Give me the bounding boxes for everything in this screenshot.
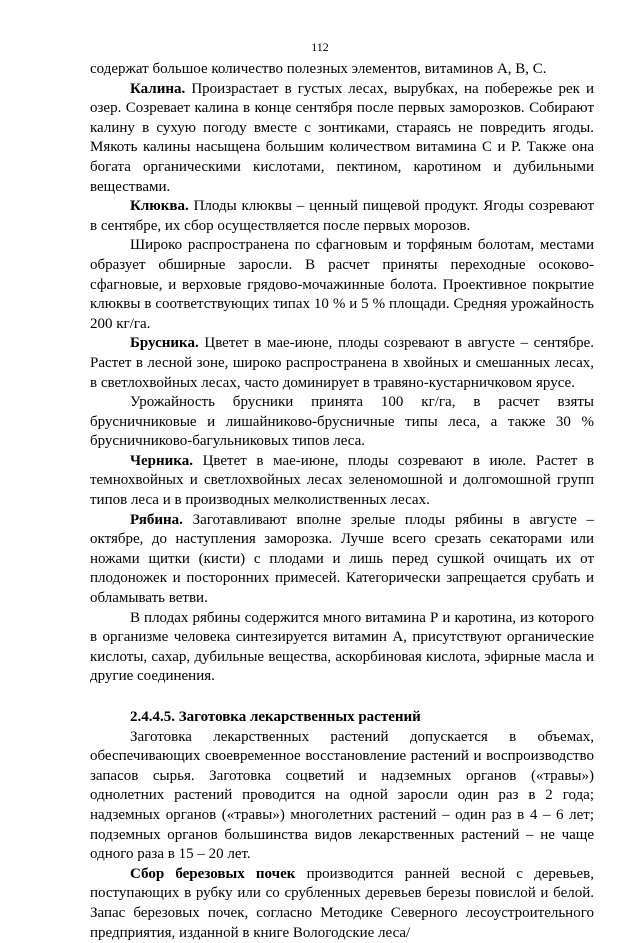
document-body — [90, 60, 594, 943]
paragraph-kalina — [90, 80, 594, 198]
term-ryabina: Рябина. — [130, 511, 183, 528]
paragraph-klyukva-text: Плоды клюквы – ценный пищевой продукт. Ягоды созревают в сентябре, их сбор осуществляется после первых морозов. — [90, 198, 594, 234]
term-birch-buds: Сбор березовых почек — [130, 865, 296, 882]
paragraph-ryabina — [90, 511, 594, 609]
term-brusnika: Брусника. — [130, 335, 199, 352]
term-chernika: Черника. — [130, 452, 193, 469]
section-spacer — [90, 687, 594, 708]
paragraph-brusnika — [90, 334, 594, 393]
paragraph-chernika-text: Цветет в мае-июне, плоды созревают в июле. Растет в темнохвойных и светлохвойных лесах зеленомошной и долгомошной групп типов леса и в производных мелколиственных лесах. — [90, 452, 594, 509]
page-number: 112 — [311, 40, 329, 54]
paragraph-klyukva-distribution: Широко распространена по сфагновым и торфяным болотам, местами образует обширные заросли. В расчет приняты переходные осоково-сфагновые, и верховые грядово-мочажинные болота. Проективное покрытие клюквы в соответствующих типах 10 % и 5 % площади. Средняя урожайность 200 кг/га. — [90, 237, 594, 332]
paragraph-chernika — [90, 452, 594, 511]
section-heading — [90, 708, 594, 728]
paragraph-birch-buds-text: производится ранней весной с деревьев, поступающих в рубку или со срубленных деревьев березы повислой и белой. Запас березовых почек, согласно Методике Северного лесоустроительного предприятия, изданной в книге Вологодские леса/ — [90, 865, 595, 941]
paragraph-ryabina-composition: В плодах рябины содержится много витамина Р и каротина, из которого в организме человека синтезируется витамин А, присутствуют органические кислоты, сахар, дубильные вещества, аскорбиновая кислота, эфирные масла и другие соединения. — [90, 609, 594, 685]
paragraph-brusnika-text: Цветет в мае-июне, плоды созревают в августе – сентябре. Растет в лесной зоне, широко распространена в хвойных и смешанных лесах, в светлохвойных лесах, часто доминирует в травяно-кустарничковом ярусе. — [90, 335, 594, 391]
paragraph-intro: содержат большое количество полезных элементов, витаминов А, В, С. — [90, 61, 547, 77]
paragraph-ryabina-text: Заготавливают вполне зрелые плоды рябины в августе – октябре, до наступления заморозка. Лучше всего срезать секаторами или ножами щитки (кисти) с плодами и лишь перед сушкой очищать их от плодоножек и посторонних примесей. Категорически запрещается срубать и обламывать ветви. — [90, 511, 594, 607]
paragraph-klyukva — [90, 197, 594, 236]
paragraph-medicinal-plants: Заготовка лекарственных растений допускается в объемах, обеспечивающих своевременное восстановление растений и воспроизводство запасов сырья. Заготовка соцветий и надземных органов («травы») однолетних растений проводится на одной заросли один раз в 2 года; надземных органов («травы») многолетних растений – один раз в 4 – 6 лет; подземных органов большинства видов лекарственных растений – не чаще одного раза в 15 – 20 лет. — [90, 728, 594, 863]
section-heading-text: 2.4.4.5. Заготовка лекарственных растений — [130, 709, 421, 725]
paragraph-kalina-text: Произрастает в густых лесах, вырубках, на побережье рек и озер. Созревает калина в конце сентября после первых заморозков. Собирают калину в сухую погоду вместе с зонтиками, стараясь не повредить ягоды. Мякоть калины насыщена большим количеством витамина С и Р. Также она богата органическими кислотами, пектином, каротином и дубильными веществами. — [90, 80, 594, 195]
paragraph-brusnika-yield: Урожайность брусники принята 100 кг/га, в расчет взяты брусничниковые и лишайниково-брусничные типы леса, а также 30 % брусничниково-багульниковых типов леса. — [90, 394, 594, 450]
paragraph-birch-buds — [90, 865, 594, 943]
term-klyukva: Клюква. — [130, 198, 189, 215]
term-kalina: Калина. — [130, 80, 186, 97]
